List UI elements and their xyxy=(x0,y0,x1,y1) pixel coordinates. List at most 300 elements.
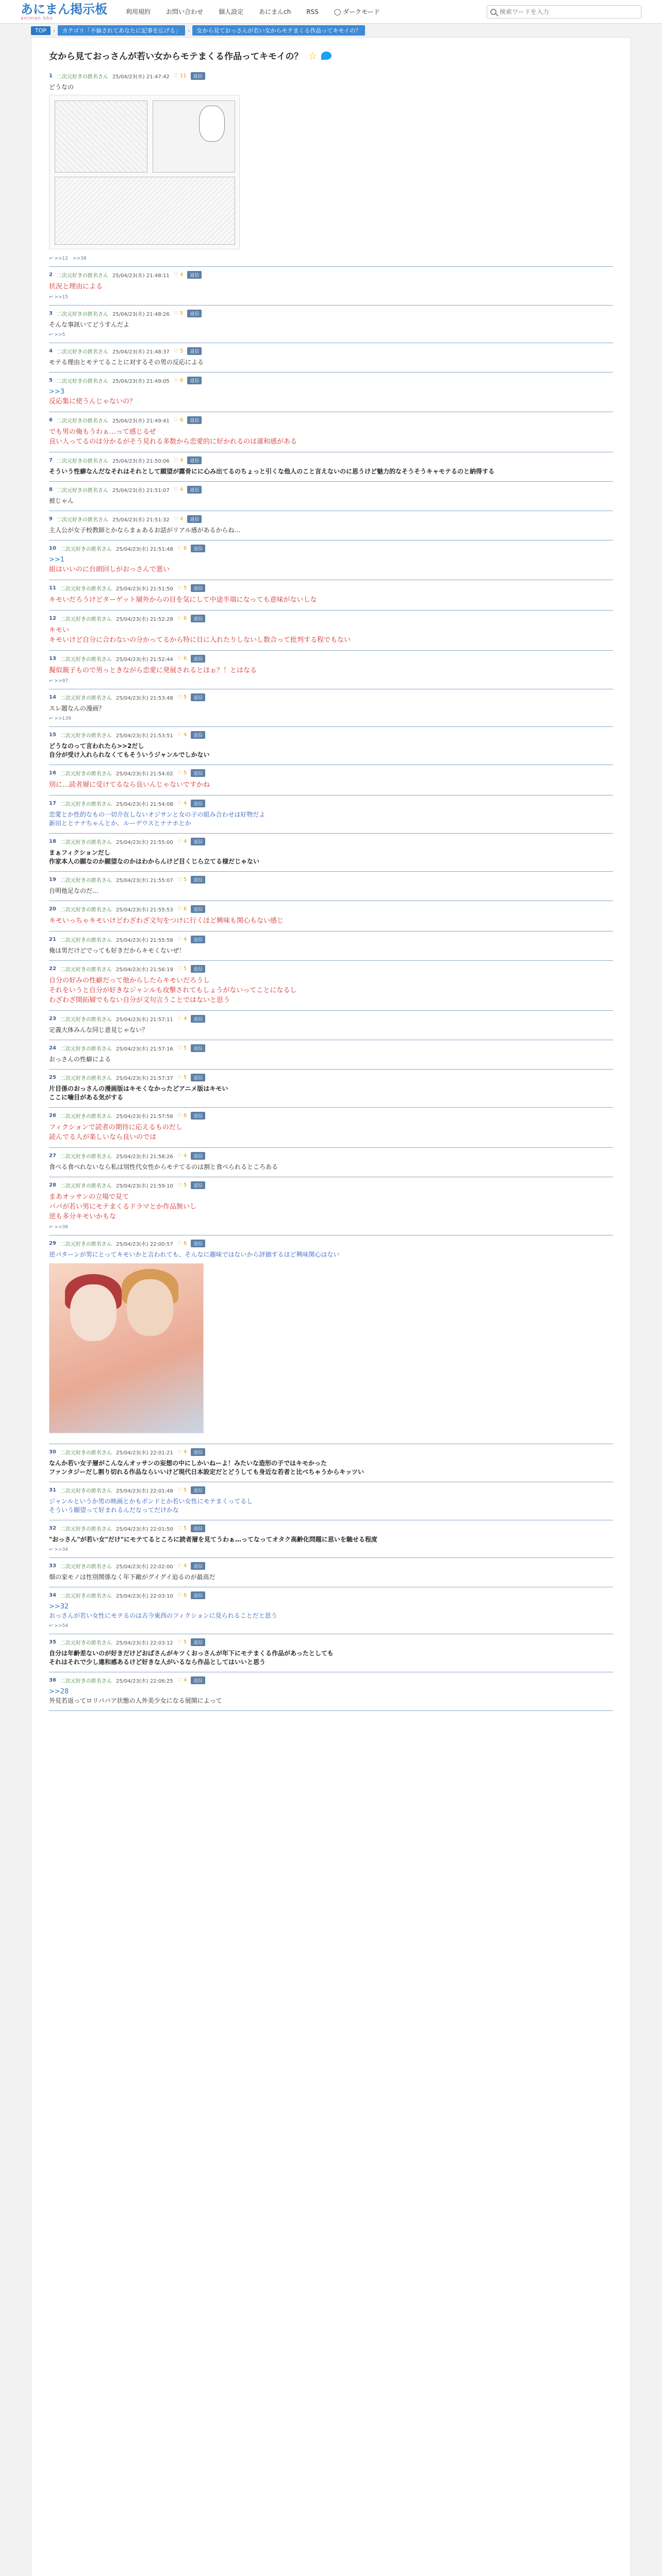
reply-references[interactable]: ↩ >>5 xyxy=(49,332,65,337)
like-number: 5 xyxy=(179,348,184,354)
like-number: 4 xyxy=(183,801,187,806)
post xyxy=(49,689,613,727)
reply-button[interactable]: 返信 xyxy=(191,655,205,663)
post-author: 二次元好きの匿名さん xyxy=(60,1242,112,1247)
post-text: 定義大体みんな同じ意見じゃない？ xyxy=(49,1026,148,1033)
post xyxy=(49,511,613,540)
reply-button[interactable]: 返信 xyxy=(191,1240,205,1247)
like-number: 5 xyxy=(183,1075,187,1080)
post-meta xyxy=(49,615,613,622)
dark-mode-toggle[interactable]: ◯ ダークモード xyxy=(334,8,380,15)
like-count[interactable]: ♡ 6 xyxy=(173,417,184,423)
post-author: 二次元好きの匿名さん xyxy=(60,547,112,552)
post xyxy=(49,1235,613,1444)
reply-button[interactable]: 返信 xyxy=(191,72,205,80)
post-meta xyxy=(49,416,613,424)
post-author: 二次元好きの匿名さん xyxy=(60,967,112,973)
like-number: 4 xyxy=(179,457,184,463)
breadcrumb-separator: › xyxy=(53,27,56,34)
post-text: 組はいいのに台朗回しがおっさんで悪い xyxy=(49,566,170,573)
post xyxy=(49,68,613,267)
nav-settings[interactable]: 個人設定 xyxy=(219,8,244,15)
reply-button[interactable]: 返信 xyxy=(191,1181,205,1189)
post-text: おっさんが若い女性にモテるのは古今東西のフィクションに見られることだと思う xyxy=(49,1612,277,1619)
post xyxy=(49,651,613,689)
breadcrumb-thread[interactable]: 女から見ておっさんが若い女からモテまくる作品ってキモイの？ xyxy=(192,25,365,36)
post-author: 二次元好きの匿名さん xyxy=(56,312,108,317)
post-meta xyxy=(49,1044,613,1052)
post-text: まあオッサンの立場で見て xyxy=(49,1193,129,1201)
post-number[interactable]: 35 xyxy=(49,1639,56,1645)
post-text: わざわざ開拓層でもない自分が文句言うことではないと思う xyxy=(49,996,230,1004)
favorite-star-icon[interactable]: ☆ xyxy=(308,49,318,62)
like-count[interactable]: ♡ 5 xyxy=(177,966,187,972)
reply-button[interactable]: 返信 xyxy=(191,1524,205,1532)
reply-button[interactable]: 返信 xyxy=(191,1486,205,1494)
post-number[interactable]: 29 xyxy=(49,1241,56,1246)
post-meta xyxy=(49,838,613,845)
post xyxy=(49,834,613,872)
post-author: 二次元好きの匿名さん xyxy=(60,1114,112,1120)
like-count[interactable]: ♡ 4 xyxy=(177,1563,187,1569)
post xyxy=(49,306,613,343)
post-number[interactable]: 21 xyxy=(49,937,56,942)
post-number[interactable]: 31 xyxy=(49,1487,56,1493)
post-meta xyxy=(49,377,613,384)
post-author: 二次元好きの匿名さん xyxy=(60,586,112,592)
reply-references-text: >>139 xyxy=(54,716,71,721)
like-number: 6 xyxy=(183,1241,187,1246)
reply-button[interactable]: 返信 xyxy=(191,936,205,943)
post-number[interactable]: 24 xyxy=(49,1045,56,1051)
like-number: 4 xyxy=(183,1449,187,1455)
post-number[interactable]: 22 xyxy=(49,966,56,972)
post-anchor[interactable]: >>1 xyxy=(49,556,65,564)
reply-button[interactable]: 返信 xyxy=(191,1074,205,1081)
post-number[interactable]: 10 xyxy=(49,546,56,551)
post-text: モテる理由とモテてることに対するその男の反応による xyxy=(49,359,204,366)
post-text: ジャンルというか男の映画とかもボンドとか若い女性にモテまくってるし xyxy=(49,1498,253,1505)
post xyxy=(49,580,613,611)
post-text: それをいうと自分が好きなジャンルも攻撃されてもしょうがないってことになるし xyxy=(49,987,297,994)
post-text: 逆も多分キモいかもな xyxy=(49,1213,117,1221)
reply-button[interactable]: 返信 xyxy=(191,1015,205,1023)
post-date: 25/04/23(水) 21:53:51 xyxy=(115,733,173,739)
post-text: ファンタジーだし割り切れる作品ならいいけど現代日本設定だとどうしても身近な若者と比べちゃうからキッツい xyxy=(49,1468,365,1476)
like-count[interactable]: ♡ 4 xyxy=(177,732,187,738)
nav-terms[interactable]: 利用規約 xyxy=(126,8,151,15)
post-number[interactable]: 5 xyxy=(49,378,53,383)
like-count[interactable]: ♡ 5 xyxy=(177,1075,187,1080)
post-text: そういう性癖なんだなそれはそれとして願望が露骨にに心み出てるのちょっと引くな他人のこと言えないのに思うけど魅力的なそうそうキャモテるのと納得する xyxy=(49,468,495,475)
post-number[interactable]: 23 xyxy=(49,1016,56,1022)
nav-rss[interactable]: RSS xyxy=(306,8,319,15)
post-number[interactable]: 30 xyxy=(49,1449,56,1455)
like-count[interactable]: ♡ 5 xyxy=(177,585,187,591)
post-text: 恋愛とか性的なもの一切介在しないオジサンと女の子の組み合わせは好物だよ xyxy=(49,811,266,818)
post xyxy=(49,267,613,306)
reply-button[interactable]: 返信 xyxy=(191,693,205,701)
post-number[interactable]: 17 xyxy=(49,801,56,806)
post-number[interactable]: 33 xyxy=(49,1563,56,1569)
like-count[interactable]: ♡ 5 xyxy=(177,1182,187,1188)
like-number: 5 xyxy=(183,966,187,972)
post-text: 擬似親子もので男っときながら恋愛に発展されるとほぉ？！とはなる xyxy=(49,667,257,674)
post-date: 25/04/23(水) 21:55:58 xyxy=(115,938,173,943)
reply-references-text: >>97 xyxy=(54,679,68,684)
post-author: 二次元好きの匿名さん xyxy=(60,1679,112,1684)
post-meta xyxy=(49,72,613,80)
like-count[interactable]: ♡ 4 xyxy=(177,1449,187,1455)
reply-references[interactable]: ↩ >>36 xyxy=(49,1225,68,1230)
post-number[interactable]: 36 xyxy=(49,1677,56,1683)
post-date: 25/04/23(水) 21:55:53 xyxy=(115,907,173,913)
reply-references-text: >>12 >>38 xyxy=(54,256,87,261)
like-number: 5 xyxy=(183,770,187,776)
like-number: 4 xyxy=(183,1563,187,1569)
like-count[interactable]: ♡ 5 xyxy=(173,348,184,354)
like-count[interactable]: ♡ 5 xyxy=(173,311,184,316)
post-author: 二次元好きの匿名さん xyxy=(60,657,112,663)
top-bar xyxy=(0,0,662,24)
reply-button[interactable]: 返信 xyxy=(191,1562,205,1570)
post-author: 二次元好きの匿名さん xyxy=(60,771,112,777)
like-count[interactable]: ♡ 4 xyxy=(173,487,184,493)
post-meta xyxy=(49,905,613,913)
post-number[interactable]: 11 xyxy=(49,585,56,591)
reply-references[interactable]: ↩ >>97 xyxy=(49,679,68,684)
post-text: ここに噛目がある気がする xyxy=(49,1094,124,1101)
post xyxy=(49,795,613,834)
post-meta xyxy=(49,545,613,552)
post-meta xyxy=(49,936,613,943)
post-date: 25/04/23(水) 21:57:56 xyxy=(115,1114,173,1120)
reply-button[interactable]: 返信 xyxy=(187,456,202,464)
like-count[interactable]: ♡ 6 xyxy=(177,616,187,621)
like-number: 5 xyxy=(183,1045,187,1051)
like-count[interactable]: ♡ 5 xyxy=(177,1487,187,1493)
post-date: 25/04/23(水) 21:57:16 xyxy=(115,1046,173,1052)
post-text: おっさんの性癖による xyxy=(49,1056,111,1063)
post-author: 二次元好きの匿名さん xyxy=(60,1488,112,1494)
site-logo[interactable] xyxy=(21,3,107,21)
like-count[interactable]: ♡ 11 xyxy=(173,73,187,79)
post-author: 二次元好きの匿名さん xyxy=(60,840,112,845)
post-author: 二次元好きの匿名さん xyxy=(60,1594,112,1599)
post-date: 25/04/23(水) 21:51:32 xyxy=(112,517,170,523)
like-count[interactable]: ♡ 6 xyxy=(177,1241,187,1246)
like-number: 4 xyxy=(179,487,184,493)
reply-button[interactable]: 返信 xyxy=(187,347,202,355)
reply-references-text: >>36 xyxy=(54,1225,68,1230)
post-number[interactable]: 1 xyxy=(49,73,53,79)
like-count[interactable]: ♡ 4 xyxy=(177,1677,187,1683)
post-author: 二次元好きの匿名さん xyxy=(56,488,108,494)
like-count[interactable]: ♡ 5 xyxy=(177,770,187,776)
post-author: 二次元好きの匿名さん xyxy=(60,802,112,807)
post-author: 二次元好きの匿名さん xyxy=(56,273,108,279)
post-number[interactable]: 28 xyxy=(49,1182,56,1188)
like-number: 5 xyxy=(183,1526,187,1531)
post-number[interactable]: 4 xyxy=(49,348,53,354)
post-author: 二次元好きの匿名さん xyxy=(60,1564,112,1570)
like-count[interactable]: ♡ 5 xyxy=(177,694,187,700)
post-author: 二次元好きの匿名さん xyxy=(60,1527,112,1532)
reply-button[interactable]: 返信 xyxy=(191,1676,205,1684)
post-text: 良い人ってるのは分かるがそう見れる多数から恋愛的に好かれるのは違和感がある xyxy=(49,438,297,446)
like-count[interactable]: ♡ 6 xyxy=(177,1592,187,1598)
post-anchor[interactable]: >>3 xyxy=(49,388,65,396)
reply-references[interactable]: ↩ >>34 xyxy=(49,1547,68,1552)
post-author: 二次元好きの匿名さん xyxy=(56,349,108,355)
post xyxy=(49,1108,613,1148)
post-author: 二次元好きの匿名さん xyxy=(60,938,112,943)
like-count[interactable]: ♡ 4 xyxy=(177,801,187,806)
post-date: 25/04/23(水) 21:48:11 xyxy=(112,273,170,279)
manga-image[interactable] xyxy=(49,95,240,249)
post-number[interactable]: 6 xyxy=(49,417,53,423)
post xyxy=(49,872,613,901)
reply-button[interactable]: 返信 xyxy=(191,1591,205,1599)
like-number: 6 xyxy=(183,1592,187,1598)
post-author: 二次元好きの匿名さん xyxy=(60,733,112,739)
post-number[interactable]: 3 xyxy=(49,311,53,316)
post-text: それはそれで少し違和感あるけど好きな人がいるなら作品としてはいいと思う xyxy=(49,1658,266,1666)
like-number: 4 xyxy=(183,1153,187,1159)
post-author: 二次元好きの匿名さん xyxy=(60,1017,112,1023)
post-meta xyxy=(49,965,613,973)
post xyxy=(49,1011,613,1040)
logo-main-text: あにまん掲示板 xyxy=(21,2,107,16)
reply-references[interactable]: ↩ >>139 xyxy=(49,716,71,721)
post-text: 俺は男だけどでっても好きだからキモくないぜ！ xyxy=(49,947,186,954)
reply-button[interactable]: 返信 xyxy=(191,731,205,739)
post-meta xyxy=(49,271,613,279)
like-number: 6 xyxy=(179,378,184,383)
post-date: 25/04/23(水) 21:57:11 xyxy=(115,1017,173,1023)
post-text: でも男の俺もうわぁ…って感じるぜ xyxy=(49,428,156,436)
post-author: 二次元好きの匿名さん xyxy=(56,379,108,384)
post-date: 25/04/23(水) 22:02:00 xyxy=(115,1564,173,1570)
reply-references[interactable]: ↩ >>12 >>38 xyxy=(49,256,87,261)
post xyxy=(49,901,613,931)
post xyxy=(49,1672,613,1711)
like-count[interactable]: ♡ 5 xyxy=(177,1526,187,1531)
reply-button[interactable]: 返信 xyxy=(187,486,202,494)
breadcrumb-top[interactable]: TOP xyxy=(31,26,51,35)
post-date: 25/04/23(水) 21:57:37 xyxy=(115,1076,173,1081)
post-meta xyxy=(49,1181,613,1189)
reply-button[interactable]: 返信 xyxy=(191,876,205,884)
post-number[interactable]: 15 xyxy=(49,732,56,738)
post-number[interactable]: 14 xyxy=(49,694,56,700)
like-count[interactable]: ♡ 4 xyxy=(177,1153,187,1159)
like-number: 4 xyxy=(183,839,187,844)
like-number: 5 xyxy=(183,1182,187,1188)
reply-button[interactable]: 返信 xyxy=(191,1638,205,1646)
post xyxy=(49,412,613,452)
post-number[interactable]: 25 xyxy=(49,1075,56,1080)
reply-button[interactable]: 返信 xyxy=(187,416,202,424)
post-author: 二次元好きの匿名さん xyxy=(60,907,112,913)
post-author: 二次元好きの匿名さん xyxy=(60,1450,112,1456)
post-number[interactable]: 9 xyxy=(49,516,53,522)
post xyxy=(49,1177,613,1235)
post xyxy=(49,482,613,511)
post-text: 外見若返ってロリババア状態の人外美少女になる展開によって xyxy=(49,1697,222,1704)
post-author: 二次元好きの匿名さん xyxy=(60,1640,112,1646)
post xyxy=(49,1634,613,1672)
post-meta xyxy=(49,1562,613,1570)
post xyxy=(49,1070,613,1108)
reply-button[interactable]: 返信 xyxy=(191,584,205,592)
post xyxy=(49,372,613,412)
like-count[interactable]: ♡ 4 xyxy=(173,516,184,522)
like-count[interactable]: ♡ 4 xyxy=(173,272,184,278)
reply-references[interactable]: ↩ >>15 xyxy=(49,295,68,300)
like-number: 4 xyxy=(183,1016,187,1022)
like-count[interactable]: ♡ 4 xyxy=(177,937,187,942)
reply-button[interactable]: 返信 xyxy=(187,515,202,523)
post-author: 二次元好きの匿名さん xyxy=(60,696,112,701)
post-text: フィクションで読者の期待に応えるものだし xyxy=(49,1124,183,1131)
like-count[interactable]: ♡ 5 xyxy=(177,877,187,883)
reply-references-text: >>5 xyxy=(54,332,65,337)
post-number[interactable]: 26 xyxy=(49,1113,56,1118)
post-text: そういう願望って好まれるんだなってだけかな xyxy=(49,1506,179,1514)
post-date: 25/04/23(水) 21:49:41 xyxy=(112,418,170,424)
post-number[interactable]: 13 xyxy=(49,656,56,662)
post-number[interactable]: 2 xyxy=(49,272,53,278)
post-meta xyxy=(49,456,613,464)
post-meta xyxy=(49,1015,613,1023)
post-text: 片目係のおっさんの漫画版はキモくなかったどアニメ版はキモい xyxy=(49,1085,228,1092)
post-number[interactable]: 32 xyxy=(49,1526,56,1531)
reply-button[interactable]: 返信 xyxy=(191,545,205,552)
reply-references[interactable]: ↩ >>54 xyxy=(49,1623,68,1629)
post-text: どうなのって言われたら>>2だし xyxy=(49,742,144,750)
reply-button[interactable]: 返信 xyxy=(187,377,202,384)
post-date: 25/04/23(水) 22:01:50 xyxy=(115,1527,173,1532)
post-date: 25/04/23(水) 22:06:25 xyxy=(115,1679,173,1684)
like-count[interactable]: ♡ 6 xyxy=(177,546,187,551)
post-text: 自分が受け入れられなくてもそういうジャンルでしかない xyxy=(49,751,210,758)
post-author: 二次元好きの匿名さん xyxy=(60,1076,112,1081)
reply-button[interactable]: 返信 xyxy=(191,1112,205,1120)
post-text: キモい xyxy=(49,626,70,634)
post-meta xyxy=(49,800,613,807)
like-number: 6 xyxy=(183,616,187,621)
post-author: 二次元好きの匿名さん xyxy=(56,517,108,523)
thread-container xyxy=(31,37,631,2576)
reply-button[interactable]: 返信 xyxy=(187,271,202,279)
post-meta xyxy=(49,655,613,663)
reply-button[interactable]: 返信 xyxy=(191,838,205,845)
like-count[interactable]: ♡ 4 xyxy=(173,457,184,463)
reply-button[interactable]: 返信 xyxy=(191,615,205,622)
book-cover-image[interactable] xyxy=(49,1263,204,1433)
post xyxy=(49,452,613,482)
post-text: 自明他足なのだ… xyxy=(49,887,99,894)
post-meta xyxy=(49,876,613,884)
post-date: 25/04/23(水) 21:58:26 xyxy=(115,1154,173,1160)
post-date: 25/04/23(水) 22:01:48 xyxy=(115,1488,173,1494)
like-count[interactable]: ♡ 4 xyxy=(177,839,187,844)
post xyxy=(49,1040,613,1070)
reply-button[interactable]: 返信 xyxy=(191,1448,205,1456)
post-meta xyxy=(49,486,613,494)
thread-header xyxy=(31,38,631,68)
nav-contact[interactable]: お問い合わせ xyxy=(166,8,204,15)
like-count[interactable]: ♡ 5 xyxy=(177,1639,187,1645)
post-date: 25/04/23(水) 21:52:28 xyxy=(115,617,173,622)
post-meta xyxy=(49,1240,613,1247)
breadcrumb-category[interactable]: カテゴリ「不倫されてあなたに記事を広げる」 xyxy=(58,25,185,36)
nav-animanch[interactable]: あにまんch xyxy=(259,8,291,15)
post-date: 25/04/23(水) 21:59:10 xyxy=(115,1183,173,1189)
post xyxy=(49,1558,613,1587)
post xyxy=(49,1482,613,1520)
post-anchor[interactable]: >>28 xyxy=(49,1688,69,1696)
post xyxy=(49,931,613,961)
post-number[interactable]: 18 xyxy=(49,839,56,844)
like-count[interactable]: ♡ 6 xyxy=(177,906,187,912)
post-number[interactable]: 8 xyxy=(49,487,53,493)
reply-button[interactable]: 返信 xyxy=(191,905,205,913)
post-author: 二次元好きの匿名さん xyxy=(60,1046,112,1052)
post-number[interactable]: 7 xyxy=(49,457,53,463)
like-number: 4 xyxy=(183,732,187,738)
reply-button[interactable]: 返信 xyxy=(191,1152,205,1160)
post-date: 25/04/23(水) 21:53:48 xyxy=(115,696,173,701)
reply-button[interactable]: 返信 xyxy=(191,965,205,973)
reply-button[interactable]: 返信 xyxy=(191,1044,205,1052)
post-text: どうなの xyxy=(49,83,74,91)
search-input[interactable] xyxy=(500,8,638,15)
like-number: 5 xyxy=(183,585,187,591)
like-count[interactable]: ♡ 6 xyxy=(177,656,187,662)
post-number[interactable]: 20 xyxy=(49,906,56,912)
post-number[interactable]: 34 xyxy=(49,1592,56,1598)
post-number[interactable]: 27 xyxy=(49,1153,56,1159)
post-number[interactable]: 12 xyxy=(49,616,56,621)
post-anchor[interactable]: >>32 xyxy=(49,1603,69,1611)
post-date: 25/04/23(水) 21:49:05 xyxy=(112,379,170,384)
post-number[interactable]: 16 xyxy=(49,770,56,776)
post-author: 二次元好きの匿名さん xyxy=(56,418,108,424)
post-number[interactable]: 19 xyxy=(49,877,56,883)
post-text: 状況と理由による xyxy=(49,283,103,291)
reply-button[interactable]: 返信 xyxy=(191,769,205,777)
like-count[interactable]: ♡ 6 xyxy=(173,378,184,383)
like-number: 5 xyxy=(183,877,187,883)
reply-button[interactable]: 返信 xyxy=(187,310,202,317)
like-count[interactable]: ♡ 6 xyxy=(177,1113,187,1118)
like-number: 5 xyxy=(183,1487,187,1493)
breadcrumb-separator: › xyxy=(187,27,190,34)
like-number: 4 xyxy=(183,1677,187,1683)
like-number: 6 xyxy=(179,417,184,423)
reply-references-text: >>15 xyxy=(54,295,68,300)
post-text: "おっさん"が若い女"だけ"にモテてるところに読者層を見てうわぁ…ってなってオタク高齢化問題に思いを馳せる程度 xyxy=(49,1536,377,1543)
search-box[interactable] xyxy=(487,5,641,19)
twitter-share-icon[interactable] xyxy=(321,52,332,60)
like-count[interactable]: ♡ 4 xyxy=(177,1016,187,1022)
like-number: 6 xyxy=(183,1113,187,1118)
post-text: 反応集に使うんじゃないの？ xyxy=(49,398,137,405)
like-count[interactable]: ♡ 5 xyxy=(177,1045,187,1051)
reply-button[interactable]: 返信 xyxy=(191,800,205,807)
